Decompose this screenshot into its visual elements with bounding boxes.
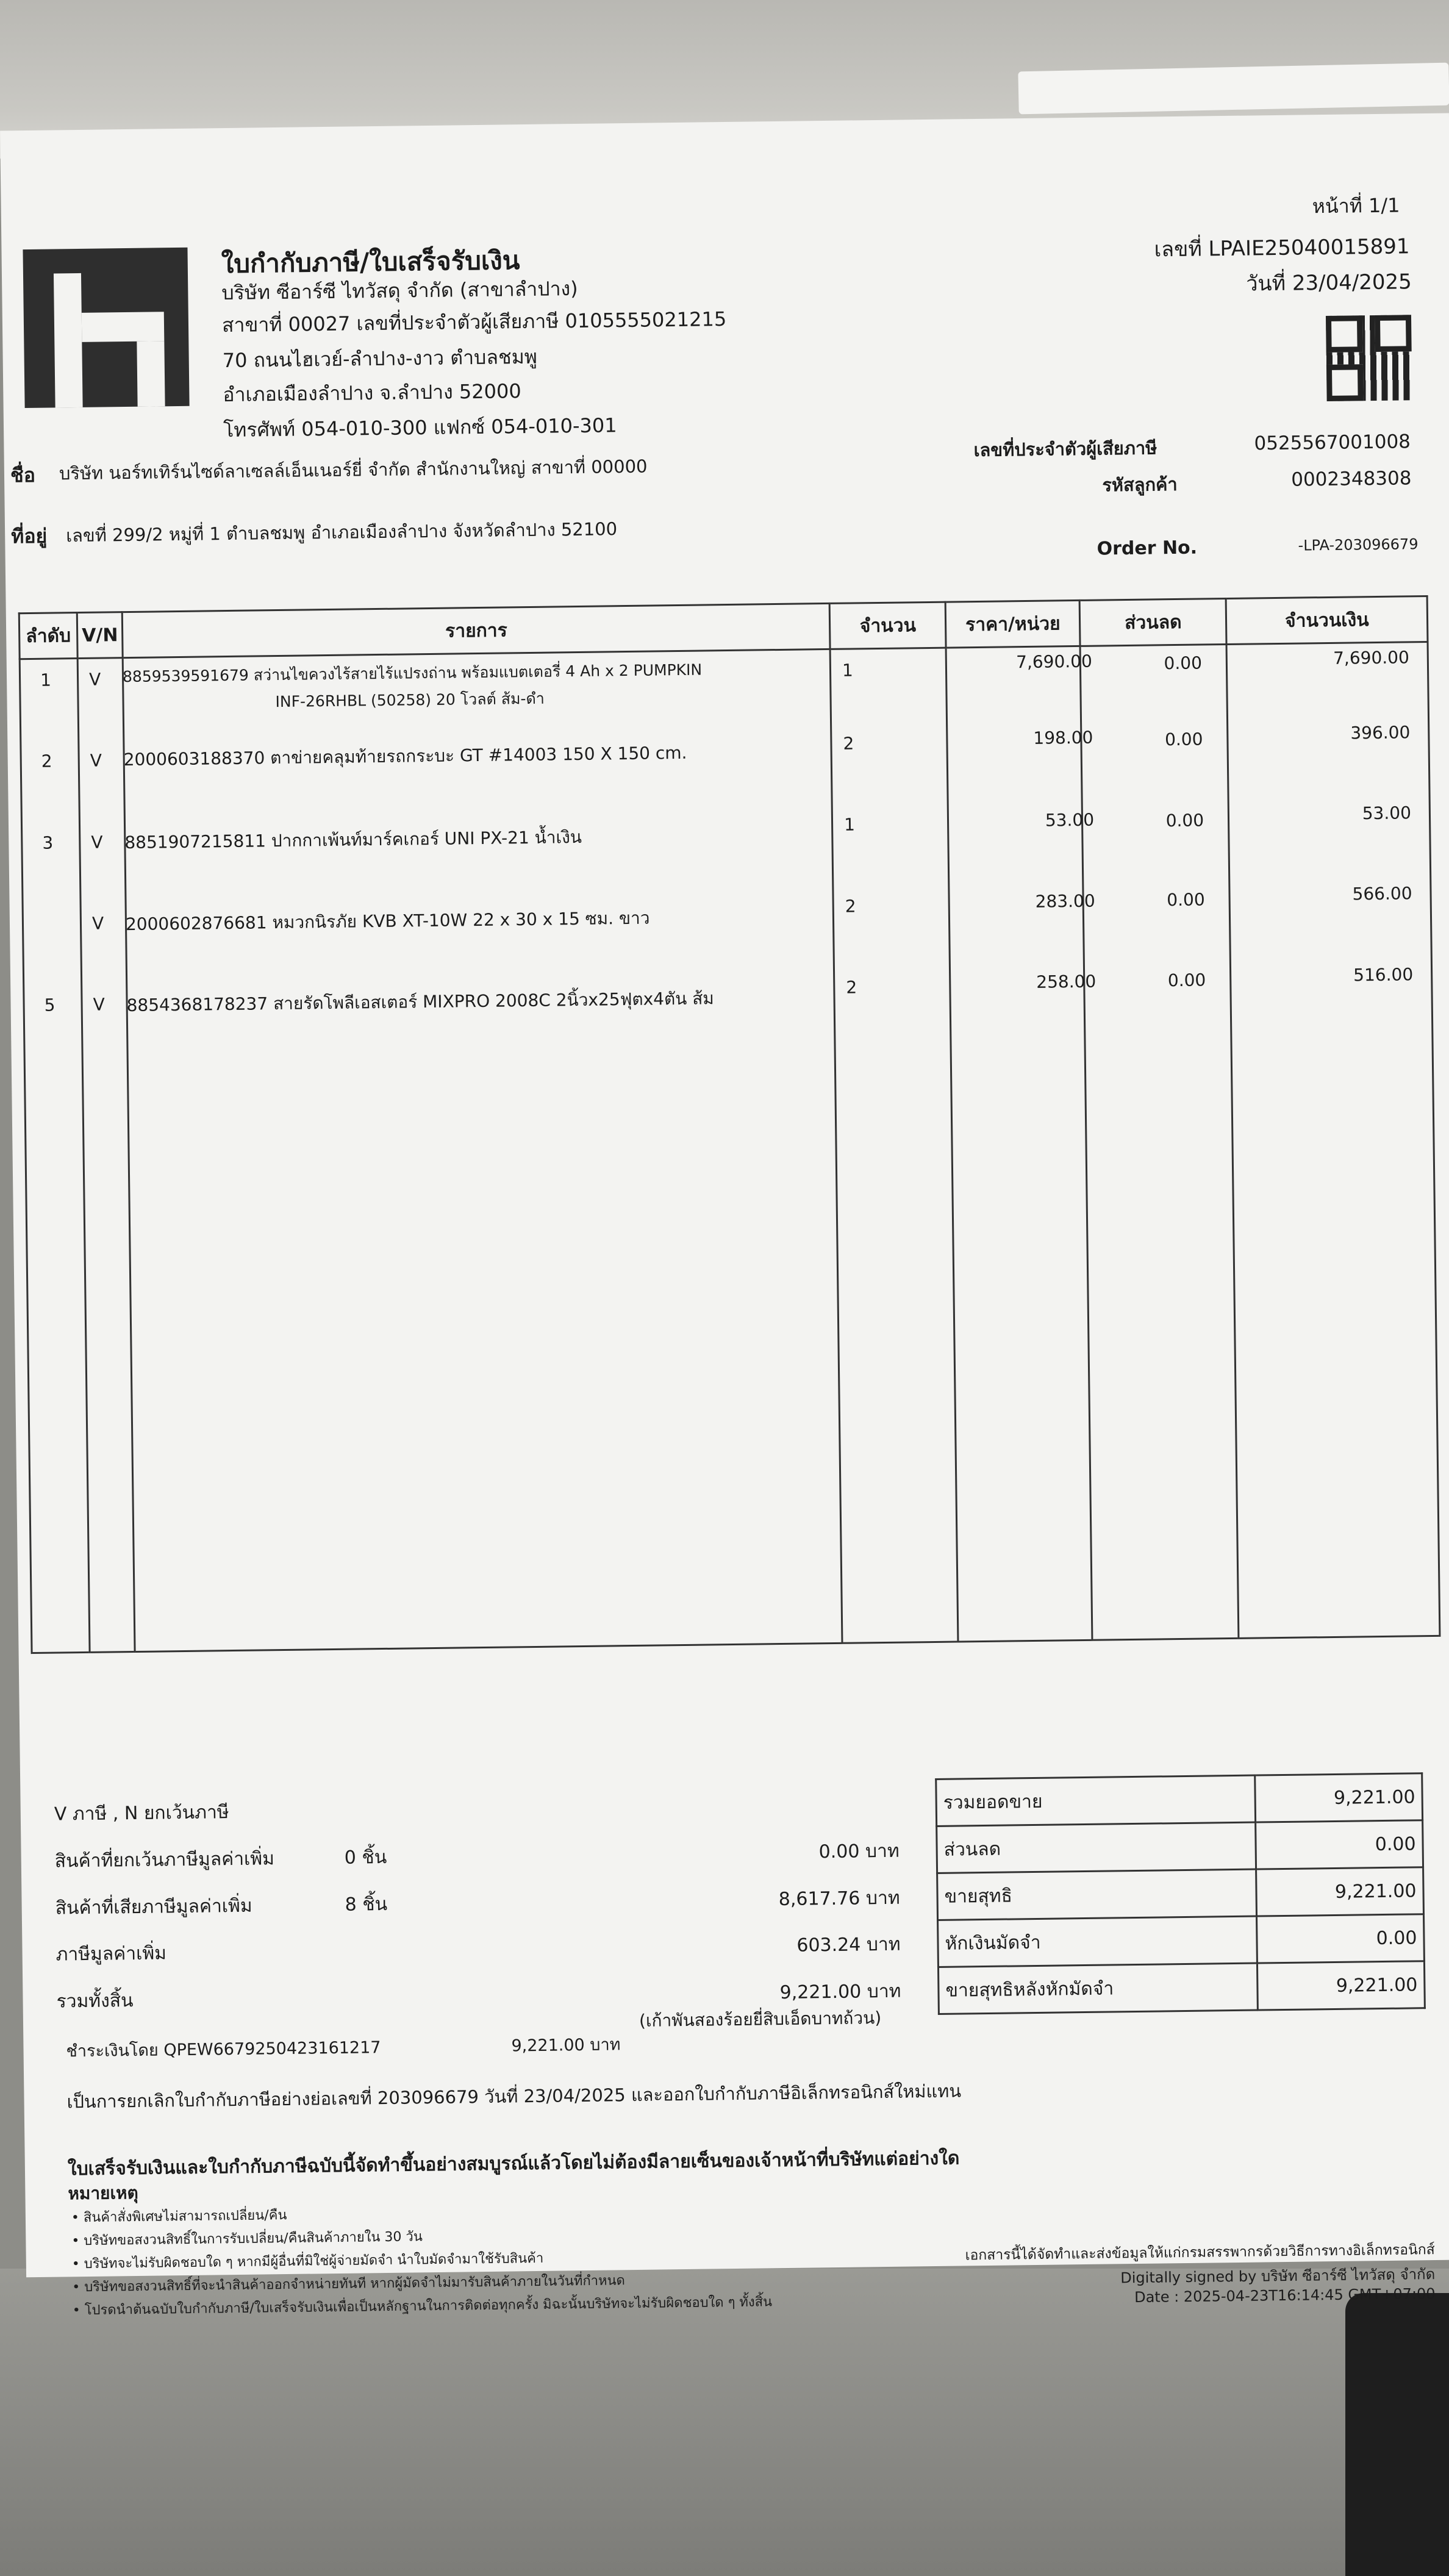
customer-code: 0002348308 bbox=[1291, 467, 1412, 491]
exempt-qty: 0 ชิ้น bbox=[344, 1846, 387, 1869]
summary-value: 0.00 bbox=[1256, 1820, 1423, 1869]
cell-amount: 396.00 bbox=[1350, 722, 1411, 743]
cell-quantity: 2 bbox=[845, 896, 856, 917]
remark-item: • บริษัทขอสงวนสิทธิ์ที่จะนำสินค้าออกจำหน่ายทันที หากผู้มัดจำไม่มารับสินค้าภายในวันที่กำหนด bbox=[72, 2273, 626, 2295]
summary-label: ขายสุทธิหลังหักมัดจำ bbox=[938, 1963, 1258, 2014]
phone-line: โทรศัพท์ 054-010-300 แฟกซ์ 054-010-301 bbox=[223, 413, 617, 442]
customer-taxid: 0525567001008 bbox=[1254, 431, 1411, 455]
cell-vn: V bbox=[88, 669, 101, 690]
payment-reference: ชำระเงินโดย QPEW6679250423161217 bbox=[66, 2038, 381, 2061]
cell-description-line2: INF-26RHBL (50258) 20 โวลต์ ส้ม-ดำ bbox=[275, 689, 545, 711]
order-number: -LPA-203096679 bbox=[1298, 535, 1419, 554]
customer-taxid-label: เลขที่ประจำตัวผู้เสียภาษี bbox=[973, 437, 1157, 461]
summary-table bbox=[935, 1772, 1426, 2015]
table-body bbox=[20, 642, 1440, 1653]
summary-value: 0.00 bbox=[1256, 1914, 1424, 1963]
cell-unit-price: 7,690.00 bbox=[1015, 651, 1093, 673]
summary-label: รวมยอดขาย bbox=[936, 1775, 1256, 1826]
address-line-2: อำเภอเมืองลำปาง จ.ลำปาง 52000 bbox=[223, 379, 521, 407]
receipt-paper bbox=[0, 113, 1449, 2319]
header-description: รายการ bbox=[123, 603, 831, 657]
vat-label: ภาษีมูลค่าเพิ่ม bbox=[55, 1942, 167, 1966]
cell-discount: 0.00 bbox=[1165, 810, 1204, 831]
vatable-amount: 8,617.76 บาท bbox=[778, 1887, 900, 1911]
cell-discount: 0.00 bbox=[1164, 729, 1203, 750]
signature-date: Date : 2025-04-23T16:14:45 GMT+07:00 bbox=[1134, 2285, 1436, 2306]
order-no-label: Order No. bbox=[1097, 537, 1198, 560]
summary-label: ขายสุทธิ bbox=[937, 1869, 1257, 1920]
summary-label: หักเงินมัดจำ bbox=[938, 1916, 1258, 1967]
cell-vn: V bbox=[93, 994, 105, 1015]
document-title: ใบกำกับภาษี/ใบเสร็จรับเงิน bbox=[221, 245, 520, 279]
cell-description: 8854368178237 สายรัดโพลีเอสเตอร์ MIXPRO 2008C 2นิ้วx25ฟุตx4ตัน ส้ม bbox=[126, 988, 714, 1016]
vatable-qty: 8 ชิ้น bbox=[345, 1893, 388, 1916]
cell-quantity: 1 bbox=[842, 660, 854, 681]
exempt-label: สินค้าที่ยกเว้นภาษีมูลค่าเพิ่ม bbox=[54, 1848, 275, 1872]
total-in-words: (เก้าพันสองร้อยยี่สิบเอ็ดบาทถ้วน) bbox=[639, 2008, 882, 2031]
cancel-note: เป็นการยกเลิกใบกำกับภาษีอย่างย่อเลขที่ 203096679 วันที่ 23/04/2025 และออกใบกำกับภาษีอิเล็กทรอนิกส์ใหม่แทน bbox=[66, 2080, 962, 2113]
cell-vn: V bbox=[90, 750, 102, 771]
summary-row bbox=[937, 1867, 1424, 1920]
cell-description: 8859539591679 สว่านไขควงไร้สายไร้แปรงถ่าน พร้อมแบตเตอรี่ 4 Ah x 2 PUMPKIN bbox=[122, 660, 703, 686]
document-number: เลขที่ LPAIE25040015891 bbox=[1154, 234, 1410, 262]
vat-note: V ภาษี , N ยกเว้นภาษี bbox=[54, 1801, 229, 1825]
cell-discount: 0.00 bbox=[1164, 653, 1203, 674]
remark-item: • โปรดนำต้นฉบับใบกำกับภาษี/ใบเสร็จรับเงินเพื่อเป็นหลักฐานในการติดต่อทุกครั้ง มิฉะนั้นบริษัทจะไม่รับผิดชอบใด ๆ ทั้งสิ้น bbox=[72, 2294, 773, 2319]
cell-amount: 7,690.00 bbox=[1333, 647, 1410, 668]
vatable-label: สินค้าที่เสียภาษีมูลค่าเพิ่ม bbox=[55, 1895, 252, 1919]
cell-unit-price: 53.00 bbox=[1045, 809, 1095, 831]
cell-description: 2000602876681 หมวกนิรภัย KVB XT-10W 22 x 30 x 15 ซม. ขาว bbox=[125, 907, 650, 935]
dark-object bbox=[1345, 2293, 1449, 2576]
cell-quantity: 1 bbox=[843, 814, 856, 835]
cell-unit-price: 283.00 bbox=[1035, 890, 1095, 912]
cell-discount: 0.00 bbox=[1167, 889, 1205, 911]
branch-line: สาขาที่ 00027 เลขที่ประจำตัวผู้เสียภาษี 0105555021215 bbox=[221, 307, 727, 337]
customer-name-label: ชื่อ bbox=[10, 463, 36, 487]
vat-amount: 603.24 บาท bbox=[796, 1933, 901, 1956]
cell-quantity: 2 bbox=[843, 733, 854, 754]
exempt-amount: 0.00 บาท bbox=[818, 1840, 900, 1863]
header-quantity: จำนวน bbox=[829, 602, 946, 649]
summary-row bbox=[936, 1773, 1423, 1826]
cell-no: 1 bbox=[40, 670, 52, 690]
header-unit-price: ราคา/หน่วย bbox=[945, 600, 1080, 648]
company-name: บริษัท ซีอาร์ซี ไทวัสดุ จำกัด (สาขาลำปาง) bbox=[221, 276, 578, 305]
summary-value: 9,221.00 bbox=[1255, 1773, 1423, 1822]
cell-no: 5 bbox=[44, 995, 55, 1015]
header-discount: ส่วนลด bbox=[1079, 599, 1226, 646]
validity-note: ใบเสร็จรับเงินและใบกำกับภาษีฉบับนี้จัดทำขึ้นอย่างสมบูรณ์แล้วโดยไม่ต้องมีลายเซ็นของเจ้าหน้าที่บริษัทแต่อย่างใด bbox=[67, 2147, 960, 2180]
total-amount: 9,221.00 บาท bbox=[779, 1980, 901, 2004]
summary-value: 9,221.00 bbox=[1256, 1867, 1423, 1916]
etax-note: เอกสารนี้ได้จัดทำและส่งข้อมูลให้แก่กรมสรรพากรด้วยวิธีการทางอิเล็กทรอนิกส์ bbox=[965, 2242, 1435, 2264]
summary-row bbox=[938, 1914, 1425, 1967]
payment-amount: 9,221.00 บาท bbox=[511, 2035, 621, 2056]
customer-address: เลขที่ 299/2 หมู่ที่ 1 ตำบลชมพู อำเภอเมืองลำปาง จังหวัดลำปาง 52100 bbox=[65, 518, 618, 546]
cell-unit-price: 258.00 bbox=[1036, 971, 1097, 992]
summary-row bbox=[937, 1820, 1423, 1873]
header-vn: V/N bbox=[77, 612, 123, 659]
cell-amount: 53.00 bbox=[1362, 803, 1412, 824]
document-date: วันที่ 23/04/2025 bbox=[1246, 270, 1412, 296]
cell-description: 2000603188370 ตาข่ายคลุมท้ายรถกระบะ GT #14003 150 X 150 cm. bbox=[123, 742, 687, 770]
cell-description: 8851907215811 ปากกาเพ้นท์มาร์คเกอร์ UNI PX-21 น้ำเงิน bbox=[124, 826, 582, 853]
remark-item: • บริษัทจะไม่รับผิดชอบใด ๆ หากมีผู้อื่นที่มิใช่ผู้จ่ายมัดจำ นำใบมัดจำมาใช้รับสินค้า bbox=[71, 2250, 544, 2272]
cell-quantity: 2 bbox=[846, 977, 857, 998]
remark-item: • บริษัทขอสงวนสิทธิ์ในการรับเปลี่ยน/คืนสินค้าภายใน 30 วัน bbox=[71, 2229, 423, 2249]
remark-item: • สินค้าสั่งพิเศษไม่สามารถเปลี่ยน/คืน bbox=[71, 2208, 287, 2226]
cell-amount: 516.00 bbox=[1353, 964, 1414, 986]
header-no: ลำดับ bbox=[19, 613, 77, 659]
digital-signature: Digitally signed by บริษัท ซีอาร์ซี ไทวัสดุ จำกัด bbox=[1120, 2266, 1436, 2287]
customer-name: บริษัท นอร์ทเทิร์นไซด์ลาเซลล์เอ็นเนอร์ยี่ จำกัด สำนักงานใหญ่ สาขาที่ 00000 bbox=[59, 456, 648, 484]
summary-row bbox=[938, 1961, 1425, 2014]
total-label: รวมทั้งสิ้น bbox=[56, 1990, 134, 2012]
cell-unit-price: 198.00 bbox=[1033, 727, 1093, 748]
qr-code bbox=[1326, 315, 1412, 401]
summary-value: 9,221.00 bbox=[1257, 1961, 1425, 2010]
remark-title: หมายเหตุ bbox=[68, 2182, 138, 2204]
cell-discount: 0.00 bbox=[1167, 970, 1206, 991]
customer-code-label: รหัสลูกค้า bbox=[1102, 473, 1178, 496]
address-line-1: 70 ถนนไฮเวย์-ลำปาง-งาว ตำบลชมพู bbox=[222, 345, 538, 373]
header-amount: จำนวนเงิน bbox=[1226, 596, 1428, 644]
cell-vn: V bbox=[91, 832, 103, 853]
cell-vn: V bbox=[91, 913, 104, 934]
light-reflection bbox=[1018, 63, 1449, 115]
page-number: หน้าที่ 1/1 bbox=[1312, 193, 1400, 218]
customer-address-label: ที่อยู่ bbox=[10, 524, 48, 548]
cell-no: 3 bbox=[42, 832, 54, 853]
cell-amount: 566.00 bbox=[1352, 883, 1412, 904]
summary-label: ส่วนลด bbox=[937, 1822, 1256, 1873]
company-logo bbox=[23, 248, 189, 408]
cell-no: 2 bbox=[41, 751, 52, 771]
